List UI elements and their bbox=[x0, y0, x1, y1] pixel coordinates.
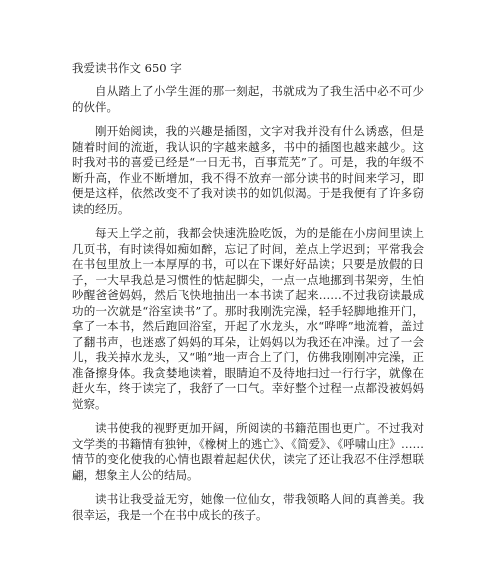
paragraph-5: 读书让我受益无穷，她像一位仙女，带我领略人间的真善美。我很幸运，我是一个在书中成长的孩子。 bbox=[72, 492, 424, 522]
document-body bbox=[72, 60, 424, 532]
paragraph-2: 刚开始阅读，我的兴趣是插图，文字对我并没有什么诱惑，但是随着时间的流逝，我认识的字越来越多，书中的插图也越来越少。这时我对书的喜爱已经是“一日无书，百事荒芜”了。可是，我的年级不断升高，作业不断增加，我不得不放弃一部分读书的时间来学习，即便是这样，依然改变不了我对读书的如饥似渴。于是我便有了许多窃读的经历。 bbox=[72, 124, 424, 216]
paragraph-4: 读书使我的视野更加开阔，所阅读的书籍范围也更广。不过我对文学类的书籍情有独钟，《橡树上的逃亡》、《简爱》、《呼啸山庄》……情节的变化使我的心情也跟着起起伏伏，读完了还让我忍不住浮想联翩，想象主人公的结局。 bbox=[72, 421, 424, 482]
document-title: 我爱读书作文 650 字 bbox=[72, 61, 182, 75]
paragraph-3: 每天上学之前，我都会快速洗脸吃饭，为的是能在小房间里读上几页书，有时读得如痴如醉，忘记了时间，差点上学迟到；平常我会在书包里放上一本厚厚的书，可以在下课好好品读；只要是放假的日子，一大早我总是习惯性的惦起脚尖，一点一点地挪到书架旁，生怕吵醒爸爸妈妈，然后飞快地抽出一本书读了起来……不过我窃读最成功的一次就是“浴室读书”了。那时我刚洗完澡，轻手轻脚地推开门，拿了一本书，然后跑回浴室，开起了水龙头，水“哗哗”地流着，盖过了翻书声，也迷惑了妈妈的耳朵，让妈妈以为我还在冲澡。过了一会儿，我关掉水龙头，又“啪”地一声合上了门，仿佛我刚刚冲完澡，正准备擦身体。我贪婪地读着，眼睛迫不及待地扫过一行行字，就像在赶火车，终于读完了，我舒了一口气。幸好整个过程一点都没被妈妈觉察。 bbox=[72, 226, 424, 411]
paragraph-1: 自从踏上了小学生涯的那一刻起，书就成为了我生活中必不可少的伙伴。 bbox=[72, 84, 424, 114]
